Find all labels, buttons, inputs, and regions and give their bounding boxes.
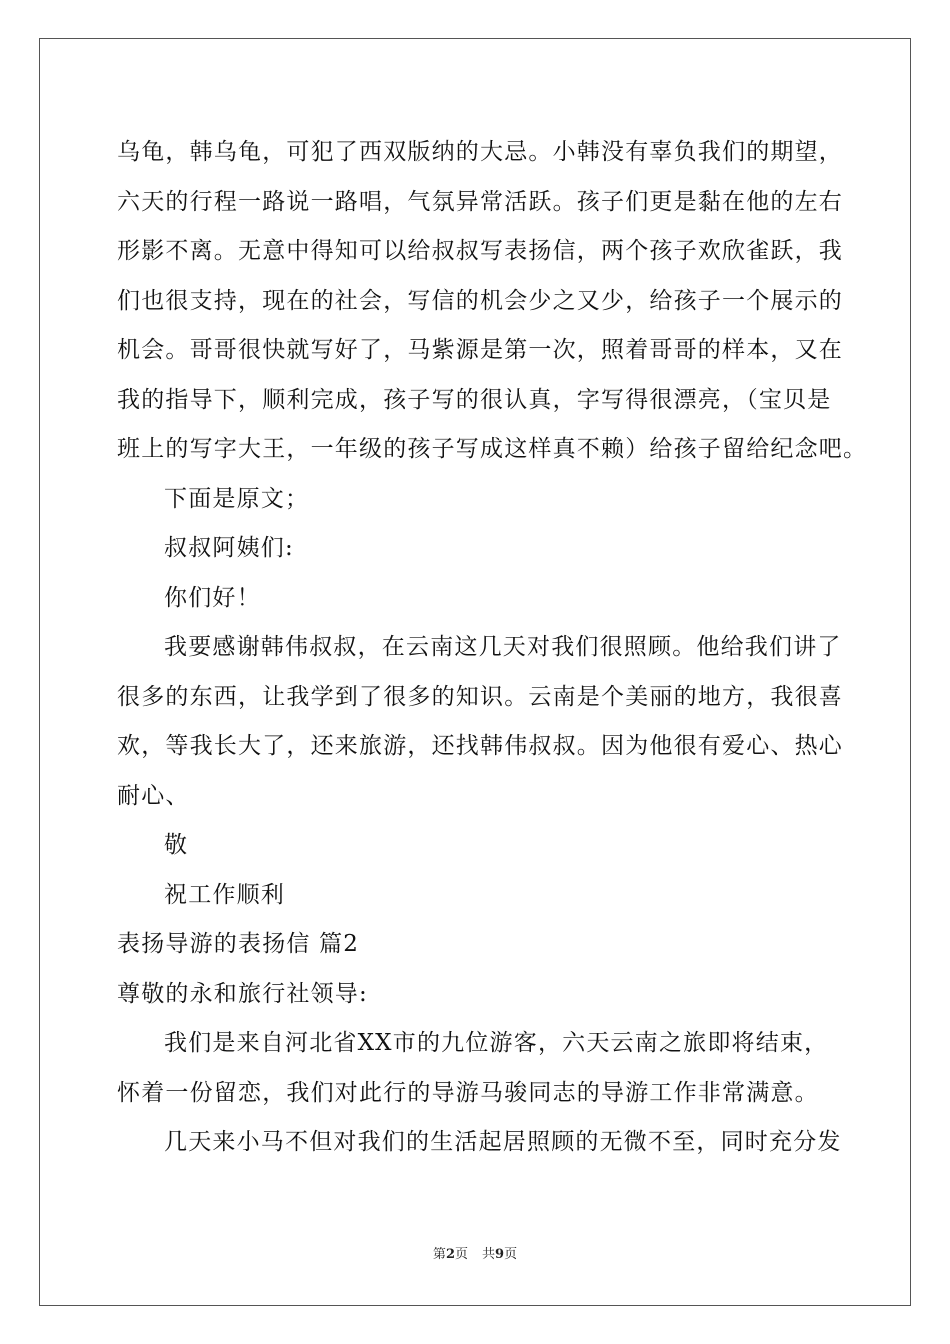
text-line: 形影不离。无意中得知可以给叔叔写表扬信，两个孩子欢欣雀跃，我 (117, 238, 843, 264)
footer-current-page: 2 (445, 1247, 455, 1262)
text-line: 你们好！ (164, 584, 261, 611)
footer-page-label: 页 (454, 1247, 468, 1262)
text-line: 尊敬的永和旅行社领导: (117, 980, 368, 1007)
text-line: 很多的东西，让我学到了很多的知识。云南是个美丽的地方，我很喜 (117, 683, 843, 710)
text-line: 敬 (164, 832, 189, 858)
text-line: 机会。哥哥很快就写好了，马紫源是第一次，照着哥哥的样本，又在 (117, 337, 843, 363)
page-footer (0, 1247, 950, 1263)
text-line: 乌龟，韩乌龟，可犯了西双版纳的大忌。小韩没有辜负我们的期望， (117, 139, 843, 165)
text-line: 叔叔阿姨们: (164, 535, 294, 561)
text-line: 我们是来自河北省XX市的九位游客，六天云南之旅即将结束， (164, 1030, 829, 1056)
footer-page-prefix: 第 (432, 1247, 446, 1262)
document-body (117, 128, 868, 1168)
text-line: 们也很支持，现在的社会，写信的机会少之又少，给孩子一个展示的 (117, 287, 843, 314)
footer-total-suffix: 页 (504, 1247, 518, 1262)
text-line: 我的指导下，顺利完成，孩子写的很认真，字写得很漂亮，（宝贝是 (117, 386, 832, 413)
text-line: 班上的写字大王，一年级的孩子写成这样真不赖）给孩子留给纪念吧。 (117, 436, 868, 462)
text-line: 我要感谢韩伟叔叔，在云南这几天对我们很照顾。他给我们讲了 (164, 634, 842, 660)
footer-total-prefix: 共 (482, 1247, 496, 1262)
text-line: 几天来小马不但对我们的生活起居照顾的无微不至，同时充分发 (164, 1129, 842, 1155)
text-line: 怀着一份留恋，我们对此行的导游马骏同志的导游工作非常满意。 (117, 1079, 819, 1106)
text-line: 表扬导游的表扬信 篇2 (117, 931, 360, 957)
text-line: 耐心、 (117, 782, 190, 809)
text-line: 六天的行程一路说一路唱，气氛异常活跃。孩子们更是黏在他的左右 (117, 188, 843, 215)
footer-total-pages: 9 (495, 1247, 505, 1262)
text-line: 欢，等我长大了，还来旅游，还找韩伟叔叔。因为他很有爱心、热心 (117, 733, 843, 759)
text-line: 祝工作顺利 (164, 881, 285, 908)
text-line: 下面是原文； (164, 485, 310, 512)
